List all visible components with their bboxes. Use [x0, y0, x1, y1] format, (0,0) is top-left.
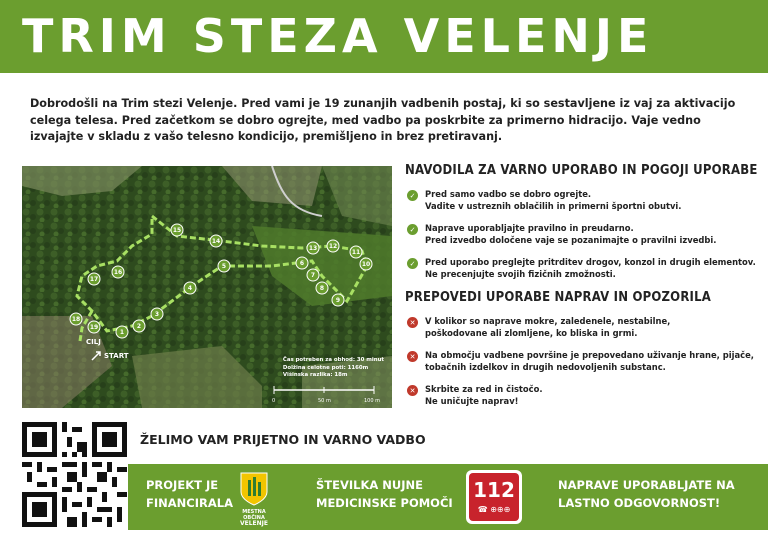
trail-map: [22, 166, 392, 408]
svg-text:7: 7: [310, 272, 316, 279]
intro-text: Dobrodošli na Trim stezi Velenje. Pred vami je 19 zunanjih vadbenih postaj, ki so sestavljene iz vaj za aktivacijo celega telesa. Pred začetkom se dobro ogrejte, med vadbo pa poskrbite za primerno hidracijo. Vaje vedno izvajajte v skladu z vašo telesno kondicijo, premišljeno in brez pretiravanj.: [30, 97, 736, 143]
runner-icon: ✓: [407, 224, 418, 235]
station-marker: [151, 308, 163, 320]
header-banner: [0, 0, 768, 73]
station-marker: [296, 257, 308, 269]
station-marker: [133, 320, 145, 332]
prohibition-item: ✕ Na območju vadbene površine je prepovedano uživanje hrane, pijače, tobačnih izdelkov in drugih nedovoljenih substanc.: [405, 349, 760, 373]
svg-text:6: 6: [299, 260, 305, 267]
footer-bar: [128, 464, 768, 530]
rule-item: ✓ Pred samo vadbo se dobro ogrejte. Vadite v ustreznih oblačilih in primerni športni obutvi.: [405, 188, 760, 212]
qr-code[interactable]: [22, 422, 127, 527]
station-marker: [360, 258, 372, 270]
map-info: Čas potreben za obhod: 30 minut Dolžina celotne poti: 1160m Višinska razlika: 18m: [282, 357, 384, 378]
prohibition-item: ✕ V kolikor so naprave mokre, zaledenele, nestabilne, poškodovane ali zlomljene, ko bliska in grmi.: [405, 315, 760, 339]
svg-text:3: 3: [154, 311, 160, 318]
prohibited-icon: ✕: [407, 351, 418, 362]
prohibitions-heading: PREPOVEDI UPORABE NAPRAV IN OPOZORILA: [405, 290, 711, 305]
emergency-number: 112: [473, 478, 515, 502]
station-marker: [316, 282, 328, 294]
station-marker: [210, 235, 222, 247]
svg-text:2: 2: [136, 323, 142, 330]
prohibition-item: ✕ Skrbite za red in čistočo. Ne uničujte naprav!: [405, 383, 760, 407]
station-marker: [88, 321, 100, 333]
svg-text:0: 0: [272, 398, 276, 404]
wish-text: ŽELIMO VAM PRIJETNO IN VARNO VADBO: [140, 432, 426, 447]
station-marker: [70, 313, 82, 325]
runner-icon: ✓: [407, 190, 418, 201]
svg-text:14: 14: [211, 238, 221, 245]
rule-item: ✓ Pred uporabo preglejte pritrditev drogov, konzol in drugih elementov. Ne precenjujte svojih fizičnih zmožnosti.: [405, 256, 760, 280]
svg-text:9: 9: [335, 297, 341, 304]
emergency-icons: ☎ ⊕⊕⊕: [477, 505, 511, 514]
prohibited-icon: ✕: [407, 317, 418, 328]
runner-icon: ✓: [407, 258, 418, 269]
svg-text:16: 16: [113, 269, 123, 276]
svg-text:13: 13: [308, 245, 318, 252]
start-label: START: [104, 352, 129, 360]
svg-text:5: 5: [221, 263, 227, 270]
station-marker: [88, 273, 100, 285]
svg-text:19: 19: [89, 324, 99, 331]
page-title: TRIM STEZA VELENJE: [22, 9, 654, 63]
station-marker: [112, 266, 124, 278]
svg-text:17: 17: [89, 276, 99, 283]
svg-text:15: 15: [172, 227, 182, 234]
svg-text:11: 11: [351, 249, 361, 256]
rule-item: ✓ Naprave uporabljajte pravilno in preudarno. Pred izvedbo določene vaje se pozanimajte o pravilni izvedbi.: [405, 222, 760, 246]
finish-label: CILJ: [86, 338, 101, 346]
station-marker: [171, 224, 183, 236]
emergency-112-badge: [466, 470, 522, 524]
svg-text:50 m: 50 m: [318, 398, 331, 404]
crest-label: MESTNA OBČINA VELENJE: [239, 509, 269, 527]
station-marker: [307, 269, 319, 281]
station-marker: [350, 246, 362, 258]
station-marker: [218, 260, 230, 272]
svg-text:12: 12: [328, 243, 338, 250]
station-marker: [184, 282, 196, 294]
svg-text:4: 4: [187, 285, 193, 292]
station-marker: [332, 294, 344, 306]
rules-section: [405, 163, 760, 417]
station-marker: [116, 326, 128, 338]
svg-text:100 m: 100 m: [364, 398, 381, 404]
svg-text:10: 10: [361, 261, 371, 268]
project-financed-label: PROJEKT JE FINANCIRALA: [146, 478, 233, 510]
emergency-label: ŠTEVILKA NUJNE MEDICINSKE POMOČI: [316, 478, 453, 510]
velenje-crest-icon: [240, 472, 268, 506]
station-marker: [327, 240, 339, 252]
rules-heading: NAVODILA ZA VARNO UPORABO IN POGOJI UPORABE: [405, 163, 758, 178]
svg-text:1: 1: [119, 329, 125, 336]
prohibited-icon: ✕: [407, 385, 418, 396]
responsibility-label: NAPRAVE UPORABLJATE NA LASTNO ODGOVORNOST!: [558, 478, 735, 510]
svg-text:18: 18: [71, 316, 81, 323]
station-marker: [307, 242, 319, 254]
svg-text:8: 8: [319, 285, 325, 292]
